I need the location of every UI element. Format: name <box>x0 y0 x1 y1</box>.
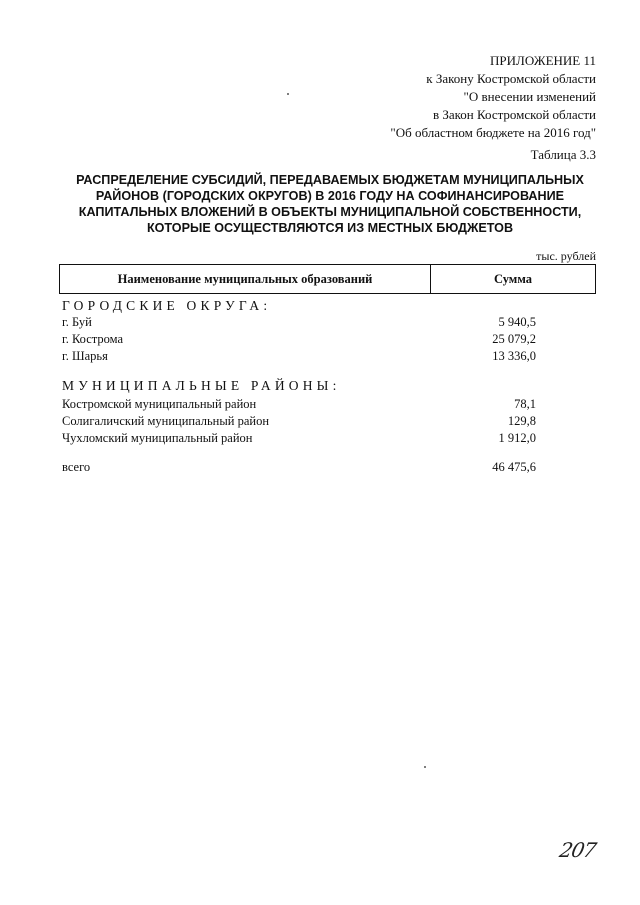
row-value: 78,1 <box>514 397 536 411</box>
table-row <box>62 348 536 365</box>
section-title-municipal-districts: МУНИЦИПАЛЬНЫЕ РАЙОНЫ: <box>62 378 341 393</box>
column-header-sum: Сумма <box>494 271 532 286</box>
row-name: г. Буй <box>62 315 92 329</box>
row-name: Костромской муниципальный район <box>62 397 257 411</box>
total-row <box>62 459 536 476</box>
total-value: 46 475,6 <box>492 460 536 474</box>
section-title-city-districts: ГОРОДСКИЕ ОКРУГА: <box>62 298 272 313</box>
table-row <box>62 396 536 413</box>
appendix-line: ПРИЛОЖЕНИЕ 11 <box>490 53 596 68</box>
appendix-header <box>390 52 596 142</box>
title-line: РАЙОНОВ (ГОРОДСКИХ ОКРУГОВ) В 2016 ГОДУ НА СОФИНАНСИРОВАНИЕ <box>95 189 565 203</box>
row-name: г. Кострома <box>62 332 124 346</box>
row-name: Солигаличский муниципальный район <box>62 414 270 428</box>
document-title <box>60 172 600 236</box>
table-row <box>62 314 536 331</box>
title-line: КАПИТАЛЬНЫХ ВЛОЖЕНИЙ В ОБЪЕКТЫ МУНИЦИПАЛЬНОЙ СОБСТВЕННОСТИ, <box>78 205 582 219</box>
table-row <box>62 331 536 348</box>
column-header-name: Наименование муниципальных образований <box>60 265 431 293</box>
handwritten-page-number: 207 <box>557 838 598 862</box>
row-value: 25 079,2 <box>492 332 536 346</box>
appendix-line: в Закон Костромской области <box>432 107 596 122</box>
table-header <box>59 264 596 294</box>
row-name: Чухломский муниципальный район <box>62 431 253 445</box>
appendix-line: "Об областном бюджете на 2016 год" <box>390 125 596 140</box>
table-row <box>62 413 536 430</box>
row-value: 129,8 <box>507 414 536 428</box>
title-line: КОТОРЫЕ ОСУЩЕСТВЛЯЮТСЯ ИЗ МЕСТНЫХ БЮДЖЕТОВ <box>146 221 514 235</box>
scan-speck <box>287 93 289 95</box>
scan-speck <box>424 766 426 768</box>
table-label: Таблица 3.3 <box>530 147 596 162</box>
row-value: 13 336,0 <box>492 349 536 363</box>
row-value: 5 940,5 <box>498 315 536 329</box>
appendix-line: к Закону Костромской области <box>426 71 596 86</box>
row-value: 1 912,0 <box>498 431 536 445</box>
title-line: РАСПРЕДЕЛЕНИЕ СУБСИДИЙ, ПЕРЕДАВАЕМЫХ БЮДЖЕТАМ МУНИЦИПАЛЬНЫХ <box>76 173 584 187</box>
appendix-line: "О внесении изменений <box>463 89 596 104</box>
units-label: тыс. рублей <box>536 249 596 263</box>
total-label: всего <box>62 460 91 474</box>
row-name: г. Шарья <box>62 349 108 363</box>
table-row <box>62 430 536 447</box>
